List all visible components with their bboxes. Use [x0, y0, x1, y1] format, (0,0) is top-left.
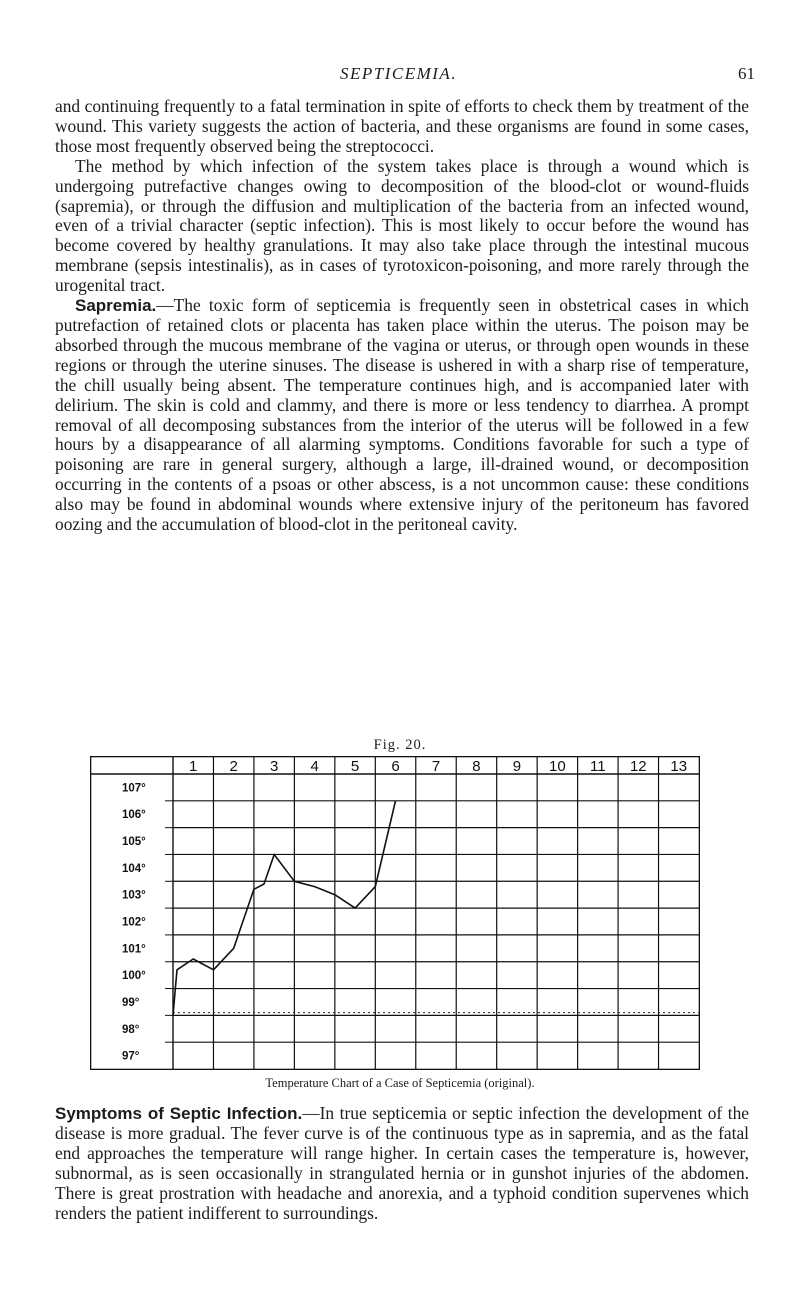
y-tick-label: 100°	[122, 970, 146, 983]
y-tick-label: 106°	[122, 809, 146, 822]
paragraph-sapremia	[55, 296, 749, 535]
sapremia-heading: Sapremia.	[75, 296, 157, 316]
x-tick-label: 6	[391, 758, 400, 775]
page-number: 61	[738, 64, 755, 83]
x-tick-label: 10	[549, 758, 566, 775]
body-text	[55, 97, 749, 535]
x-tick-label: 7	[431, 758, 441, 775]
x-tick-label: 4	[310, 758, 319, 775]
lower-text	[55, 1104, 749, 1223]
running-head: SEPTICEMIA.	[340, 64, 458, 83]
symptoms-text: —In true septicemia or septic infection the development of the disease is more gradual. The fever curve is of the continuous type as in sapremia, and as the fatal end approaches the temperature will range higher. In certain cases the temperature is, however, subnormal, as is seen occasionally in strangulated hernia or in gunshot injuries of the abdomen. There is great prostration with headache and anorexia, and a typhoid condition supervenes which renders the patient indifferent to surroundings.	[55, 1103, 749, 1223]
y-tick-label: 103°	[122, 889, 146, 902]
figure-caption: Temperature Chart of a Case of Septicemia (original).	[265, 1076, 535, 1090]
page-header	[0, 64, 800, 88]
temperature-chart	[90, 756, 700, 1070]
x-tick-label: 9	[512, 758, 522, 775]
y-tick-label: 98°	[122, 1023, 140, 1036]
symptoms-heading: Symptoms of Septic Infection.	[55, 1104, 303, 1123]
y-tick-label: 97°	[122, 1050, 140, 1063]
x-tick-label: 2	[229, 758, 238, 775]
y-tick-label: 99°	[122, 996, 140, 1009]
paragraph-symptoms	[55, 1104, 749, 1223]
paragraph-continuation: and continuing frequently to a fatal termination in spite of efforts to check them by treatment of the wound. This variety suggests the action of bacteria, and these organisms are found in some cases, those most frequently observed being the streptococci.	[55, 96, 749, 156]
temperature-chart-svg	[90, 756, 700, 1070]
x-tick-label: 3	[269, 758, 279, 775]
x-tick-label: 12	[629, 758, 647, 775]
y-tick-label: 101°	[122, 943, 146, 956]
paragraph-infection-method: The method by which infection of the system takes place is through a wound which is undergoing putrefactive changes owing to decomposition of the blood-clot or wound-fluids (sapremia), or through the diffusion and multiplication of the bacteria from an infected wound, even of a trivial character (septic infection). This is most likely to occur before the wound has become covered by healthy granulations. It may also take place through the intestinal mucous membrane (sepsis intestinalis), as in cases of tyrotoxicon-poisoning, and more rarely through the urogenital tract.	[55, 155, 749, 296]
x-tick-label: 8	[472, 758, 481, 775]
x-tick-label: 1	[189, 758, 198, 775]
y-tick-label: 104°	[122, 862, 146, 875]
sapremia-text: —The toxic form of septicemia is frequently seen in obstetrical cases in which putrefaction of retained clots or placenta has taken place within the uterus. The poison may be absorbed through the mucous membrane of the vagina or uterus, or through open wounds in these regions or through the uterine sinuses. The disease is ushered in with a sharp rise of temperature, the chill usually being absent. The temperature continues high, and is accompanied later with delirium. The skin is cold and clammy, and there is more or less tendency to diarrhea. A prompt removal of all decomposing substances from the interior of the uterus will be followed in a few hours by a disappearance of all alarming symptoms. Conditions favorable for such a type of poisoning are rare in general surgery, although a large, ill-drained wound, or decomposition occurring in the contents of a psoas or other abscess, is a not uncommon cause: these conditions also may be found in abdominal wounds where extensive injury of the peritoneum has favored oozing and the accumulation of blood-clot in the peritoneal cavity.	[55, 295, 749, 535]
y-tick-label: 107°	[122, 782, 146, 795]
y-tick-label: 102°	[122, 916, 146, 929]
x-tick-label: 5	[350, 758, 360, 775]
figure-label: Fig. 20.	[373, 737, 427, 753]
y-tick-label: 105°	[122, 836, 146, 849]
x-tick-label: 11	[590, 758, 606, 775]
x-tick-label: 13	[670, 758, 688, 775]
